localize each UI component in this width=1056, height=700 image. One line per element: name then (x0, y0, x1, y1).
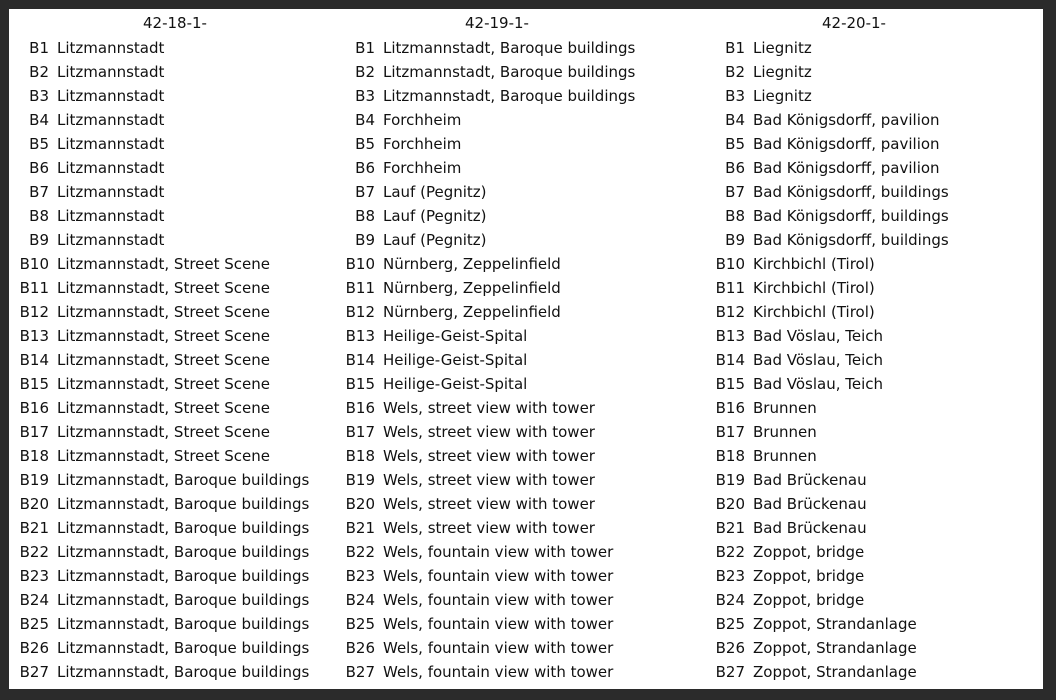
list-item (705, 252, 1041, 276)
list-item (9, 132, 349, 156)
list-item (335, 612, 695, 636)
item-code: B17 (19, 423, 49, 441)
item-location: Wels, fountain view with tower (383, 591, 614, 609)
list-item (705, 60, 1041, 84)
item-code: B7 (355, 183, 375, 201)
item-location: Litzmannstadt, Baroque buildings (57, 663, 310, 681)
item-location: Litzmannstadt, Street Scene (57, 423, 271, 441)
list-item (335, 60, 695, 84)
list-item (705, 348, 1041, 372)
list-item (9, 252, 349, 276)
item-code: B27 (19, 663, 49, 681)
column-header: 42-18-1- (143, 14, 207, 32)
item-code: B23 (19, 567, 49, 585)
list-item (705, 36, 1041, 60)
column-header: 42-20-1- (822, 14, 886, 32)
list-item (705, 156, 1041, 180)
item-location: Wels, street view with tower (383, 471, 595, 489)
item-code: B16 (715, 399, 745, 417)
item-location: Wels, street view with tower (383, 447, 595, 465)
list-item (335, 348, 695, 372)
item-location: Litzmannstadt, Street Scene (57, 399, 271, 417)
item-location: Liegnitz (753, 87, 812, 105)
item-location: Litzmannstadt (57, 39, 165, 57)
list-item (335, 132, 695, 156)
item-location: Bad Brückenau (753, 495, 867, 513)
item-location: Litzmannstadt, Baroque buildings (57, 543, 310, 561)
item-location: Litzmannstadt (57, 183, 165, 201)
item-code: B18 (715, 447, 745, 465)
item-location: Litzmannstadt, Baroque buildings (383, 63, 636, 81)
list-item (335, 324, 695, 348)
item-code: B26 (715, 639, 745, 657)
list-item (705, 84, 1041, 108)
list-item (9, 468, 349, 492)
item-code: B24 (345, 591, 375, 609)
item-code: B22 (715, 543, 745, 561)
item-code: B3 (725, 87, 745, 105)
list-item (705, 372, 1041, 396)
list-item (9, 540, 349, 564)
item-code: B19 (19, 471, 49, 489)
item-code: B6 (29, 159, 49, 177)
list-item (9, 660, 349, 684)
item-location: Litzmannstadt (57, 87, 165, 105)
item-location: Litzmannstadt, Baroque buildings (57, 615, 310, 633)
item-location: Forchheim (383, 111, 462, 129)
list-item (705, 324, 1041, 348)
item-code: B25 (19, 615, 49, 633)
item-code: B16 (19, 399, 49, 417)
item-code: B21 (19, 519, 49, 537)
list-item (705, 204, 1041, 228)
list-item (9, 180, 349, 204)
item-code: B23 (715, 567, 745, 585)
list-item (705, 492, 1041, 516)
item-location: Zoppot, Strandanlage (753, 639, 917, 657)
item-code: B22 (19, 543, 49, 561)
item-location: Litzmannstadt, Baroque buildings (383, 39, 636, 57)
list-item (705, 420, 1041, 444)
list-item (335, 564, 695, 588)
list-item (705, 564, 1041, 588)
item-code: B12 (345, 303, 375, 321)
list-item (705, 612, 1041, 636)
item-location: Bad Königsdorff, buildings (753, 207, 949, 225)
item-code: B4 (725, 111, 745, 129)
item-location: Zoppot, bridge (753, 543, 865, 561)
item-code: B24 (715, 591, 745, 609)
item-location: Litzmannstadt, Baroque buildings (383, 87, 636, 105)
item-location: Litzmannstadt, Street Scene (57, 327, 271, 345)
item-location: Heilige-Geist-Spital (383, 351, 528, 369)
item-location: Zoppot, bridge (753, 591, 865, 609)
item-code: B22 (345, 543, 375, 561)
item-location: Kirchbichl (Tirol) (753, 279, 875, 297)
item-location: Forchheim (383, 159, 462, 177)
list-item (9, 636, 349, 660)
list-item (335, 84, 695, 108)
item-location: Zoppot, Strandanlage (753, 663, 917, 681)
item-code: B19 (345, 471, 375, 489)
row-list (335, 36, 695, 684)
document-sheet (9, 9, 1043, 689)
list-item (335, 396, 695, 420)
item-code: B9 (725, 231, 745, 249)
list-item (9, 420, 349, 444)
item-code: B3 (355, 87, 375, 105)
item-location: Bad Königsdorff, pavilion (753, 111, 940, 129)
item-location: Wels, street view with tower (383, 423, 595, 441)
item-location: Wels, street view with tower (383, 399, 595, 417)
list-item (9, 204, 349, 228)
item-location: Litzmannstadt (57, 207, 165, 225)
item-code: B2 (355, 63, 375, 81)
item-location: Litzmannstadt, Street Scene (57, 303, 271, 321)
item-location: Litzmannstadt (57, 111, 165, 129)
item-location: Zoppot, Strandanlage (753, 615, 917, 633)
item-location: Lauf (Pegnitz) (383, 231, 487, 249)
item-code: B20 (19, 495, 49, 513)
list-item (705, 636, 1041, 660)
item-code: B11 (345, 279, 375, 297)
row-list (705, 36, 1041, 684)
item-location: Nürnberg, Zeppelinfield (383, 255, 561, 273)
item-location: Wels, street view with tower (383, 495, 595, 513)
item-code: B4 (355, 111, 375, 129)
item-location: Heilige-Geist-Spital (383, 375, 528, 393)
item-code: B5 (355, 135, 375, 153)
item-location: Bad Vöslau, Teich (753, 351, 884, 369)
item-code: B13 (19, 327, 49, 345)
list-item (705, 132, 1041, 156)
item-location: Wels, fountain view with tower (383, 663, 614, 681)
list-item (335, 156, 695, 180)
list-item (705, 108, 1041, 132)
list-item (335, 636, 695, 660)
list-item (335, 300, 695, 324)
item-code: B24 (19, 591, 49, 609)
item-location: Litzmannstadt (57, 231, 165, 249)
list-item (9, 564, 349, 588)
list-item (705, 540, 1041, 564)
item-code: B25 (715, 615, 745, 633)
item-location: Kirchbichl (Tirol) (753, 303, 875, 321)
item-code: B8 (725, 207, 745, 225)
item-location: Bad Vöslau, Teich (753, 375, 884, 393)
item-code: B25 (345, 615, 375, 633)
list-item (705, 300, 1041, 324)
item-location: Lauf (Pegnitz) (383, 207, 487, 225)
item-location: Wels, fountain view with tower (383, 543, 614, 561)
list-item (9, 156, 349, 180)
list-item (9, 276, 349, 300)
list-item (705, 588, 1041, 612)
item-code: B17 (715, 423, 745, 441)
item-code: B8 (29, 207, 49, 225)
item-location: Litzmannstadt, Baroque buildings (57, 567, 310, 585)
item-code: B10 (345, 255, 375, 273)
list-item (335, 252, 695, 276)
list-item (9, 492, 349, 516)
list-item (9, 396, 349, 420)
list-item (705, 180, 1041, 204)
item-code: B27 (715, 663, 745, 681)
item-code: B1 (725, 39, 745, 57)
item-location: Wels, fountain view with tower (383, 639, 614, 657)
list-item (9, 324, 349, 348)
list-item (335, 540, 695, 564)
item-code: B8 (355, 207, 375, 225)
list-item (9, 612, 349, 636)
item-code: B6 (725, 159, 745, 177)
list-item (705, 276, 1041, 300)
item-code: B5 (725, 135, 745, 153)
item-code: B15 (345, 375, 375, 393)
item-code: B17 (345, 423, 375, 441)
item-location: Nürnberg, Zeppelinfield (383, 279, 561, 297)
item-location: Bad Brückenau (753, 519, 867, 537)
row-list (9, 36, 349, 684)
list-item (335, 468, 695, 492)
item-code: B12 (715, 303, 745, 321)
list-item (335, 204, 695, 228)
item-location: Litzmannstadt, Baroque buildings (57, 639, 310, 657)
item-location: Brunnen (753, 447, 817, 465)
column-header: 42-19-1- (465, 14, 529, 32)
list-item (705, 228, 1041, 252)
item-location: Litzmannstadt, Street Scene (57, 255, 271, 273)
item-code: B23 (345, 567, 375, 585)
item-code: B15 (715, 375, 745, 393)
item-code: B27 (345, 663, 375, 681)
item-location: Litzmannstadt, Baroque buildings (57, 471, 310, 489)
item-location: Bad Vöslau, Teich (753, 327, 884, 345)
item-code: B9 (355, 231, 375, 249)
list-item (705, 468, 1041, 492)
item-code: B15 (19, 375, 49, 393)
item-location: Litzmannstadt, Street Scene (57, 351, 271, 369)
item-location: Litzmannstadt (57, 159, 165, 177)
item-code: B26 (19, 639, 49, 657)
item-location: Lauf (Pegnitz) (383, 183, 487, 201)
item-code: B12 (19, 303, 49, 321)
item-code: B1 (29, 39, 49, 57)
item-code: B10 (715, 255, 745, 273)
item-location: Bad Königsdorff, buildings (753, 183, 949, 201)
item-code: B13 (715, 327, 745, 345)
item-code: B1 (355, 39, 375, 57)
item-code: B26 (345, 639, 375, 657)
list-item (705, 444, 1041, 468)
list-item (335, 372, 695, 396)
item-location: Heilige-Geist-Spital (383, 327, 528, 345)
list-item (9, 36, 349, 60)
list-item (335, 492, 695, 516)
item-code: B14 (715, 351, 745, 369)
item-code: B18 (345, 447, 375, 465)
item-location: Brunnen (753, 399, 817, 417)
item-location: Bad Königsdorff, buildings (753, 231, 949, 249)
list-item (705, 516, 1041, 540)
item-location: Liegnitz (753, 63, 812, 81)
item-code: B14 (19, 351, 49, 369)
list-item (9, 228, 349, 252)
list-item (9, 372, 349, 396)
list-item (335, 180, 695, 204)
item-code: B13 (345, 327, 375, 345)
item-code: B7 (725, 183, 745, 201)
item-location: Bad Königsdorff, pavilion (753, 159, 940, 177)
item-code: B2 (29, 63, 49, 81)
item-location: Nürnberg, Zeppelinfield (383, 303, 561, 321)
item-code: B7 (29, 183, 49, 201)
item-code: B4 (29, 111, 49, 129)
item-location: Bad Königsdorff, pavilion (753, 135, 940, 153)
list-item (9, 444, 349, 468)
item-code: B9 (29, 231, 49, 249)
list-item (335, 660, 695, 684)
item-location: Wels, street view with tower (383, 519, 595, 537)
list-item (335, 420, 695, 444)
item-location: Litzmannstadt, Baroque buildings (57, 591, 310, 609)
item-location: Litzmannstadt, Street Scene (57, 279, 271, 297)
list-item (9, 516, 349, 540)
item-code: B2 (725, 63, 745, 81)
item-location: Bad Brückenau (753, 471, 867, 489)
item-code: B16 (345, 399, 375, 417)
item-location: Litzmannstadt (57, 135, 165, 153)
item-location: Zoppot, bridge (753, 567, 865, 585)
item-code: B21 (715, 519, 745, 537)
list-item (705, 396, 1041, 420)
list-item (9, 84, 349, 108)
item-location: Litzmannstadt, Baroque buildings (57, 519, 310, 537)
item-code: B18 (19, 447, 49, 465)
item-location: Kirchbichl (Tirol) (753, 255, 875, 273)
item-code: B20 (345, 495, 375, 513)
list-item (335, 276, 695, 300)
item-code: B3 (29, 87, 49, 105)
list-item (335, 36, 695, 60)
list-item (335, 108, 695, 132)
item-location: Litzmannstadt, Baroque buildings (57, 495, 310, 513)
item-code: B11 (19, 279, 49, 297)
item-location: Wels, fountain view with tower (383, 567, 614, 585)
list-item (9, 348, 349, 372)
list-item (9, 108, 349, 132)
list-item (705, 660, 1041, 684)
item-location: Litzmannstadt, Street Scene (57, 447, 271, 465)
item-code: B21 (345, 519, 375, 537)
item-code: B11 (715, 279, 745, 297)
item-location: Litzmannstadt, Street Scene (57, 375, 271, 393)
list-item (335, 228, 695, 252)
list-item (9, 60, 349, 84)
item-code: B14 (345, 351, 375, 369)
item-location: Wels, fountain view with tower (383, 615, 614, 633)
item-location: Liegnitz (753, 39, 812, 57)
list-item (9, 300, 349, 324)
item-code: B6 (355, 159, 375, 177)
item-location: Litzmannstadt (57, 63, 165, 81)
list-item (335, 516, 695, 540)
item-location: Forchheim (383, 135, 462, 153)
item-code: B20 (715, 495, 745, 513)
list-item (9, 588, 349, 612)
item-code: B5 (29, 135, 49, 153)
list-item (335, 444, 695, 468)
item-code: B19 (715, 471, 745, 489)
list-item (335, 588, 695, 612)
item-code: B10 (19, 255, 49, 273)
item-location: Brunnen (753, 423, 817, 441)
